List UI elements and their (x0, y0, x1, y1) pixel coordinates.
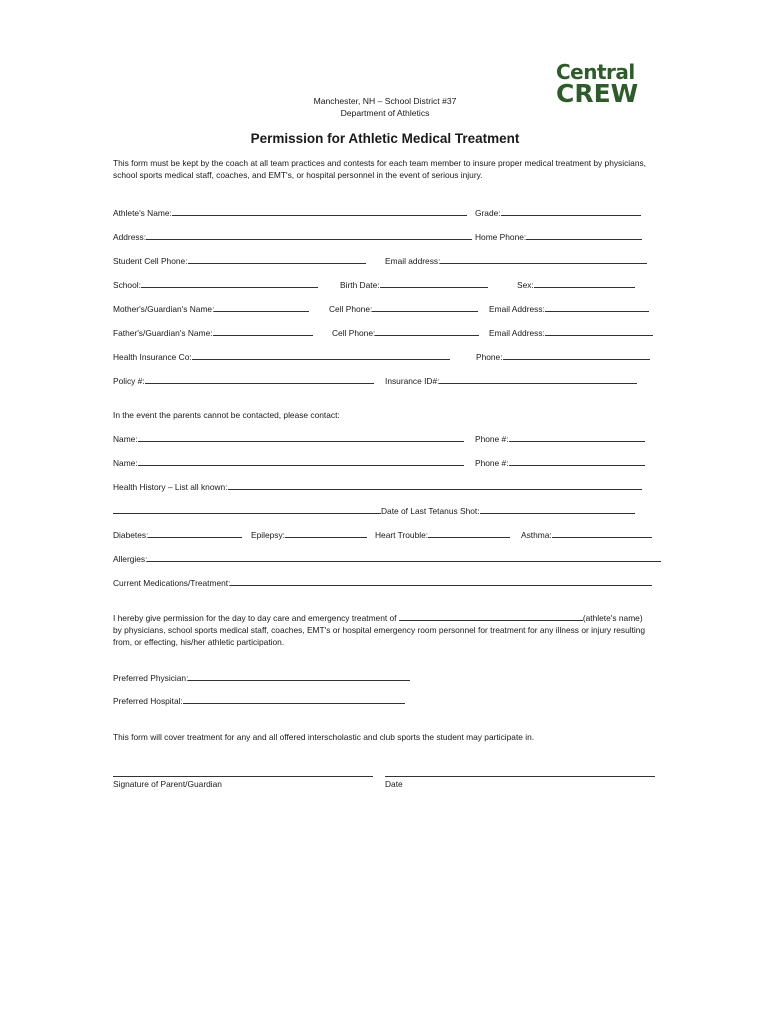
emergency-name-1-label: Name: (113, 434, 138, 444)
form-title: Permission for Athletic Medical Treatment (250, 131, 520, 146)
preferred-hospital-field[interactable] (183, 694, 405, 704)
medications-label: Current Medications/Treatment: (113, 578, 231, 588)
diabetes-field[interactable] (148, 528, 242, 538)
insurance-phone-field[interactable] (503, 350, 650, 360)
diabetes-label: Diabetes: (113, 530, 149, 540)
mother-email-field[interactable] (545, 302, 649, 312)
school-label: School: (113, 280, 141, 290)
sex-label: Sex: (517, 280, 534, 290)
insurance-co-field[interactable] (192, 350, 450, 360)
insurance-id-field[interactable] (439, 374, 637, 384)
grade-field[interactable] (501, 206, 641, 216)
parent-signature-caption: Signature of Parent/Guardian (113, 779, 222, 789)
logo-line-1: Central (556, 60, 635, 84)
father-name-label: Father's/Guardian's Name: (113, 328, 213, 338)
date-field[interactable] (385, 775, 655, 777)
health-history-label: Health History – List all known: (113, 482, 228, 492)
student-cell-label: Student Cell Phone: (113, 256, 188, 266)
father-email-label: Email Address: (489, 328, 545, 338)
heart-trouble-field[interactable] (428, 528, 510, 538)
consent-paragraph (113, 611, 653, 648)
tetanus-label: Date of Last Tetanus Shot: (381, 506, 480, 516)
emergency-phone-2-field[interactable] (509, 456, 645, 466)
address-field[interactable] (146, 230, 472, 240)
emergency-heading: In the event the parents cannot be contacted, please contact: (113, 410, 340, 420)
preferred-physician-field[interactable] (188, 671, 410, 681)
preferred-hospital-label: Preferred Hospital: (113, 696, 183, 706)
district-location: Manchester, NH – School District #37 (313, 96, 457, 106)
email-field[interactable] (440, 254, 647, 264)
epilepsy-field[interactable] (285, 528, 367, 538)
heart-trouble-label: Heart Trouble: (375, 530, 429, 540)
father-name-field[interactable] (213, 326, 313, 336)
home-phone-label: Home Phone: (475, 232, 527, 242)
policy-label: Policy #: (113, 376, 145, 386)
father-email-field[interactable] (545, 326, 653, 336)
department-name: Department of Athletics (340, 108, 430, 118)
form-header (230, 95, 540, 119)
birth-date-field[interactable] (380, 278, 488, 288)
student-cell-field[interactable] (188, 254, 366, 264)
athlete-name-label: Athlete's Name: (113, 208, 172, 218)
asthma-label: Asthma: (521, 530, 552, 540)
mother-cell-label: Cell Phone: (329, 304, 373, 314)
address-label: Address: (113, 232, 147, 242)
logo-line-2: CREW (556, 79, 639, 108)
emergency-name-2-label: Name: (113, 458, 138, 468)
consent-text-before: I hereby give permission for the day to day care and emergency treatment of (113, 613, 397, 623)
home-phone-field[interactable] (526, 230, 642, 240)
tetanus-field[interactable] (480, 504, 635, 514)
insurance-co-label: Health Insurance Co: (113, 352, 192, 362)
insurance-id-label: Insurance ID#: (385, 376, 440, 386)
central-crew-logo (556, 62, 656, 106)
emergency-phone-1-field[interactable] (509, 432, 645, 442)
consent-text-after: (athlete's name) by physicians, school sports medical staff, coaches, EMT's or hospital emergency room personnel for treatment for any illness or injury resulting from, or effecting, his/her athletic participation. (113, 613, 646, 647)
emergency-name-1-field[interactable] (138, 432, 464, 442)
emergency-name-2-field[interactable] (138, 456, 464, 466)
athlete-name-consent-field[interactable] (399, 611, 583, 621)
email-label: Email address: (385, 256, 441, 266)
allergies-field[interactable] (147, 552, 661, 562)
father-cell-label: Cell Phone: (332, 328, 376, 338)
intro-paragraph: This form must be kept by the coach at all team practices and contests for each team member to insure proper medical treatment by physicians, school sports medical staff, coaches, and EMT's, or hospital personnel in the event of serious injury. (113, 158, 646, 180)
health-history-field[interactable] (228, 480, 642, 490)
mother-name-field[interactable] (214, 302, 309, 312)
policy-field[interactable] (145, 374, 374, 384)
epilepsy-label: Epilepsy: (251, 530, 285, 540)
father-cell-field[interactable] (375, 326, 479, 336)
asthma-field[interactable] (552, 528, 652, 538)
sex-field[interactable] (534, 278, 635, 288)
insurance-phone-label: Phone: (476, 352, 503, 362)
birth-date-label: Birth Date: (340, 280, 380, 290)
date-caption: Date (385, 779, 403, 789)
allergies-label: Allergies: (113, 554, 148, 564)
mother-cell-field[interactable] (372, 302, 478, 312)
medications-field[interactable] (230, 576, 652, 586)
emergency-phone-1-label: Phone #: (475, 434, 509, 444)
mother-name-label: Mother's/Guardian's Name: (113, 304, 215, 314)
athlete-name-field[interactable] (172, 206, 467, 216)
school-field[interactable] (141, 278, 318, 288)
parent-signature-field[interactable] (113, 775, 373, 777)
health-history-continued-field[interactable] (113, 504, 381, 514)
emergency-phone-2-label: Phone #: (475, 458, 509, 468)
mother-email-label: Email Address: (489, 304, 545, 314)
preferred-physician-label: Preferred Physician: (113, 673, 189, 683)
grade-label: Grade: (475, 208, 501, 218)
coverage-statement: This form will cover treatment for any and all offered interscholastic and club sports the student may participate in. (113, 732, 535, 742)
